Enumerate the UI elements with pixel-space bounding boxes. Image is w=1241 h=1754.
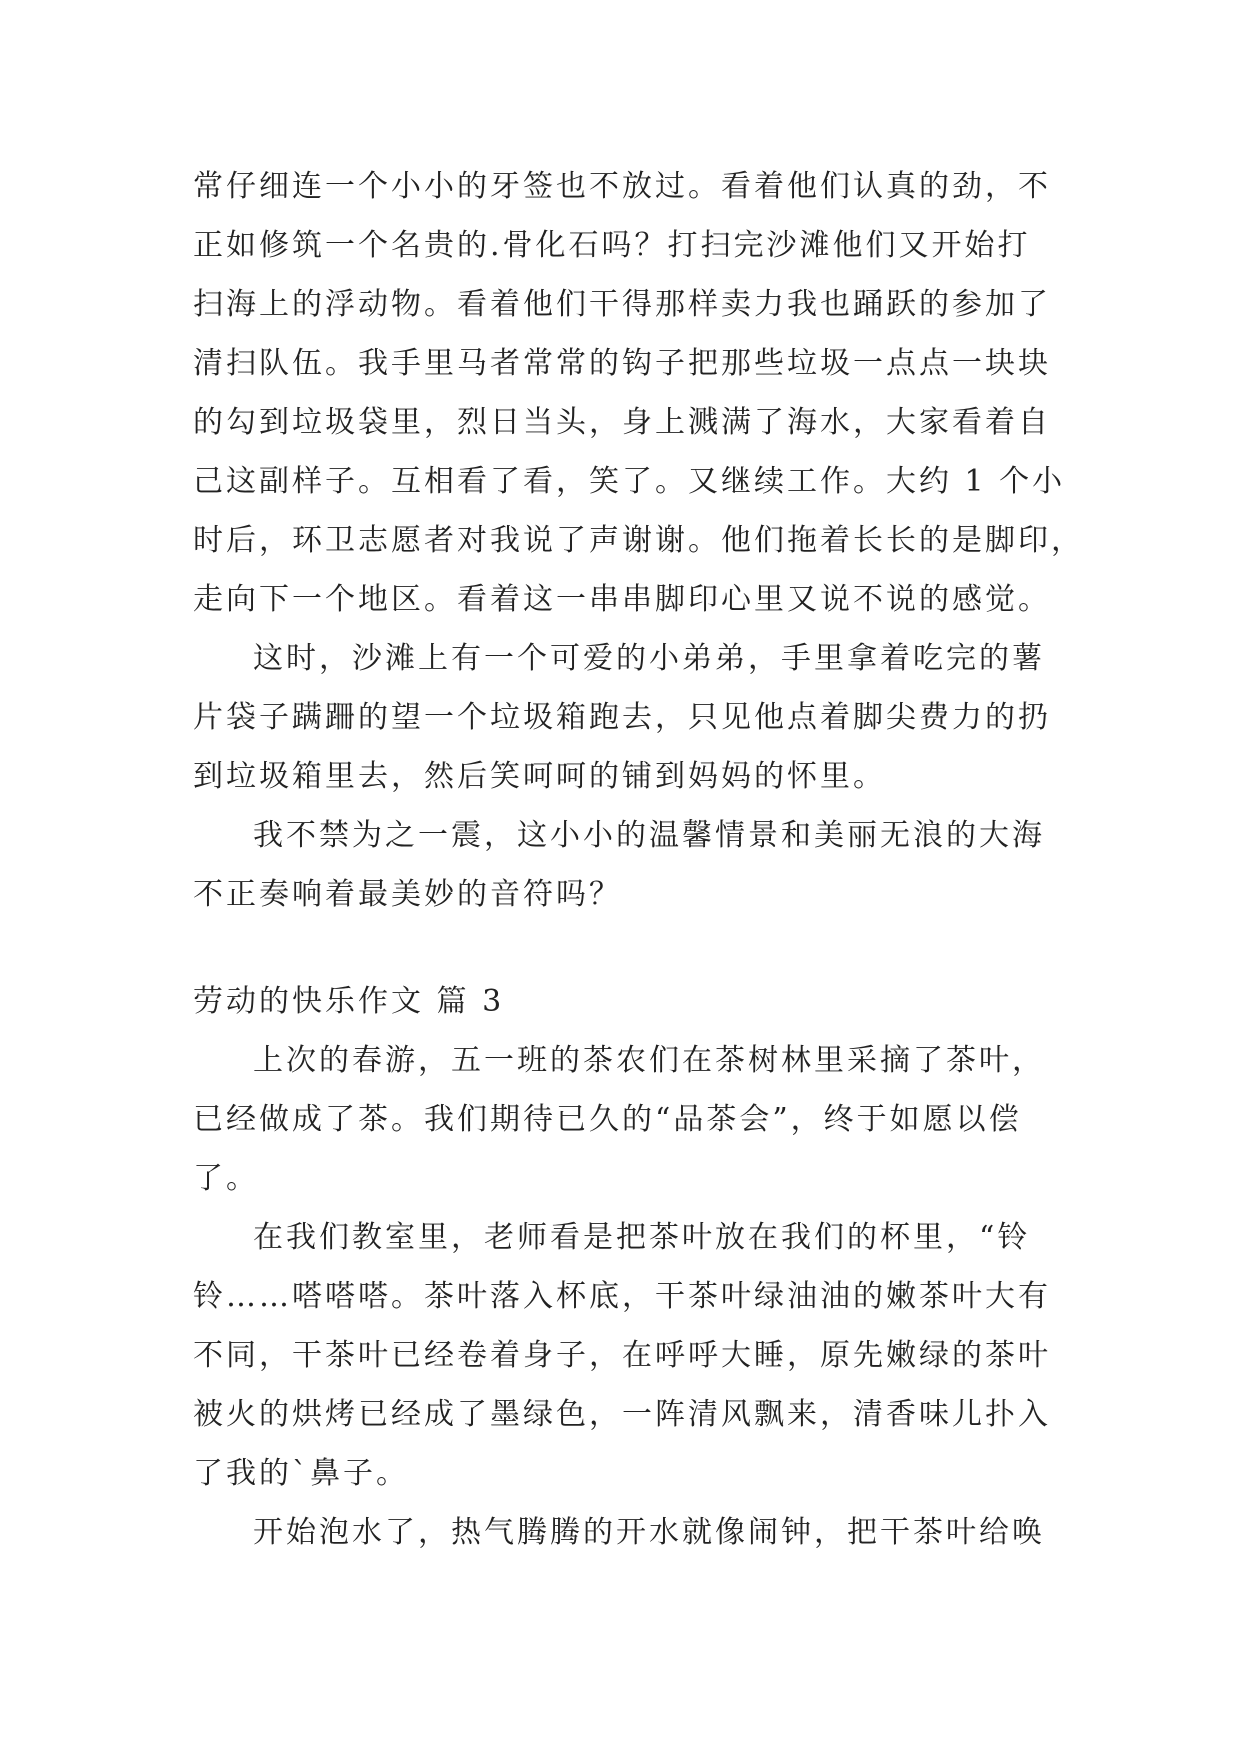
- paragraph-first-line: 开始泡水了，热气腾腾的开水就像闹钟，把干茶叶给唤: [253, 1515, 1045, 1550]
- paragraph-first-line: 在我们教室里，老师看是把茶叶放在我们的杯里，“铃: [253, 1220, 1031, 1255]
- text-line: 己这副样子。互相看了看，笑了。又继续工作。大约 1 个小: [193, 464, 1066, 499]
- section-heading: 劳动的快乐作文 篇 3: [193, 984, 505, 1019]
- text-line: 已经做成了茶。我们期待已久的“品茶会”，终于如愿以偿: [193, 1102, 1022, 1137]
- text-line: 走向下一个地区。看着这一串串脚印心里又说不说的感觉。: [193, 582, 1051, 617]
- paragraph-first-line: 上次的春游，五一班的茶农们在茶树林里采摘了茶叶，: [253, 1043, 1045, 1078]
- text-line: 片袋子蹒跚的望一个垃圾箱跑去，只见他点着脚尖费力的扔: [193, 700, 1051, 735]
- text-line: 不同，干茶叶已经卷着身子，在呼呼大睡，原先嫩绿的茶叶: [193, 1338, 1051, 1373]
- paragraph-first-line: 这时，沙滩上有一个可爱的小弟弟，手里拿着吃完的薯: [253, 641, 1045, 676]
- text-line: 被火的烘烤已经成了墨绿色，一阵清风飘来，清香味儿扑入: [193, 1397, 1051, 1432]
- paragraph-first-line: 我不禁为之一震，这小小的温馨情景和美丽无浪的大海: [253, 818, 1045, 853]
- text-line: 了我的`鼻子。: [193, 1456, 409, 1491]
- text-line: 到垃圾箱里去，然后笑呵呵的铺到妈妈的怀里。: [193, 759, 886, 794]
- text-line: 扫海上的浮动物。看着他们干得那样卖力我也踊跃的参加了: [193, 287, 1051, 322]
- text-line: 不正奏响着最美妙的音符吗？: [193, 877, 622, 912]
- text-line: 的勾到垃圾袋里，烈日当头，身上溅满了海水，大家看着自: [193, 405, 1051, 440]
- text-line: 铃……嗒嗒嗒。茶叶落入杯底，干茶叶绿油油的嫩茶叶大有: [193, 1279, 1051, 1314]
- text-line: 清扫队伍。我手里马者常常的钩子把那些垃圾一点点一块块: [193, 346, 1051, 381]
- text-line: 了。: [193, 1161, 259, 1196]
- text-line: 正如修筑一个名贵的.骨化石吗？打扫完沙滩他们又开始打: [193, 228, 1031, 263]
- text-line: 常仔细连一个小小的牙签也不放过。看着他们认真的劲，不: [193, 169, 1051, 204]
- text-line: 时后，环卫志愿者对我说了声谢谢。他们拖着长长的是脚印，: [193, 523, 1084, 558]
